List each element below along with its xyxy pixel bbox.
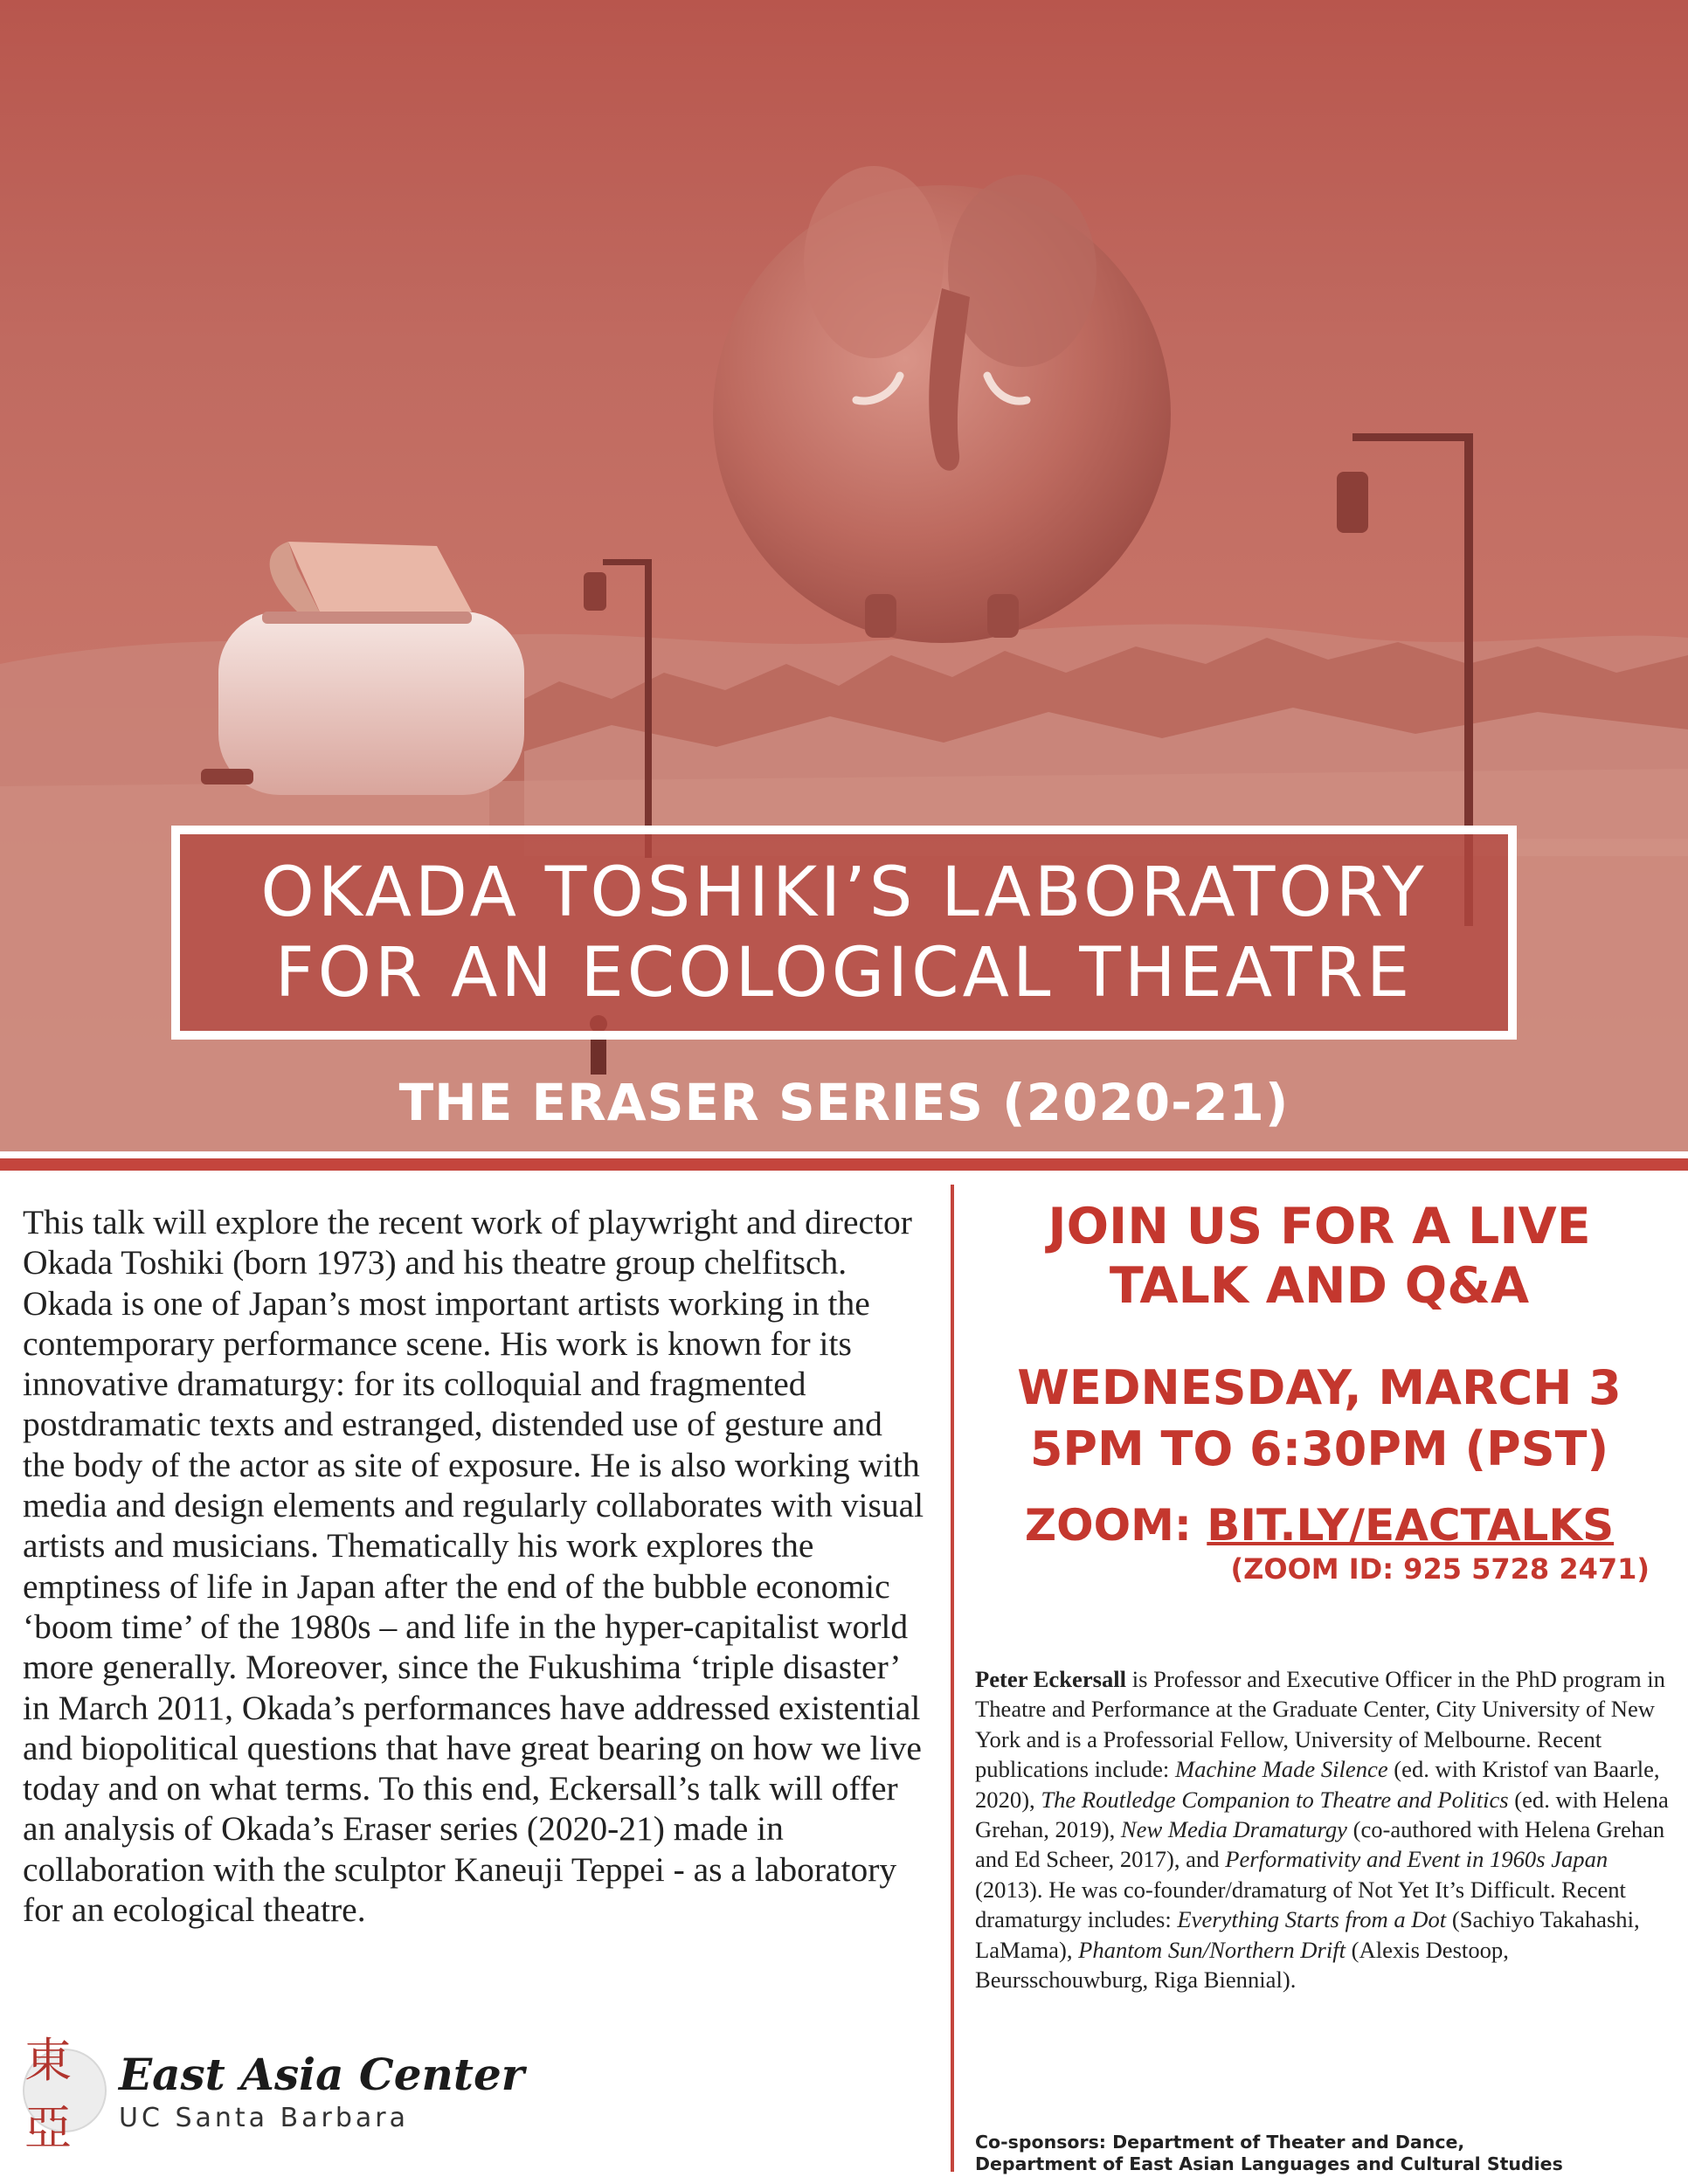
- zoom-line: [970, 1499, 1669, 1552]
- title-box: [171, 826, 1517, 1040]
- speaker-name: Peter Eckersall: [975, 1666, 1127, 1692]
- bio-text: (Sachiyo Takahashi, LaMama),: [975, 1906, 1640, 1963]
- event-date: WEDNESDAY, MARCH 3: [1017, 1360, 1622, 1415]
- bio-title: Machine Made Silence: [1174, 1756, 1388, 1783]
- logo-subtitle: UC Santa Barbara: [119, 2103, 410, 2133]
- zoom-label: ZOOM:: [1024, 1500, 1192, 1551]
- event-time: 5PM TO 6:30PM (PST): [1029, 1421, 1609, 1476]
- bio-text: (ed. with Kristof van Baarle, 2020),: [975, 1756, 1660, 1813]
- bio-title: Phantom Sun/Northern Drift: [1078, 1936, 1346, 1963]
- bio-text: (Alexis Destoop, Beursschouwburg, Riga Biennial).: [975, 1936, 1509, 1994]
- cosponsors-line-1: Co-sponsors: Department of Theater and Dance,: [975, 2132, 1465, 2153]
- zoom-id: (ZOOM ID: 925 5728 2471): [1230, 1552, 1650, 1586]
- toaster: [201, 542, 524, 795]
- bio-title: The Routledge Companion to Theatre and Politics: [1041, 1786, 1509, 1813]
- floating-elephant: [713, 166, 1171, 643]
- event-title-line-2: FOR AN ECOLOGICAL THEATRE: [274, 933, 1414, 1013]
- event-title-line-1: OKADA TOSHIKI’S LABORATORY: [260, 853, 1428, 932]
- bio-title: Performativity and Event in 1960s Japan: [1225, 1846, 1608, 1873]
- bio-text: is Professor and Executive Officer in the PhD program in Theatre and Performance at the Graduate Center, City University of New York and is a Professorial Fellow, University of Melbourne. Recent publications include:: [975, 1666, 1665, 1783]
- bio-text: (2013). He was co-founder/dramaturg of Not Yet It’s Difficult. Recent dramaturgy includes:: [975, 1876, 1626, 1933]
- bio-text: (ed. with Helena Grehan, 2019),: [975, 1786, 1669, 1843]
- cosponsors-line-2: Department of East Asian Languages and Cultural Studies: [975, 2153, 1563, 2174]
- series-subtitle: THE ERASER SERIES (2020-21): [398, 1073, 1290, 1132]
- column-divider: [951, 1185, 954, 2172]
- speaker-bio: [975, 1664, 1674, 1994]
- join-heading-line-1: JOIN US FOR A LIVE: [1048, 1198, 1591, 1255]
- zoom-link[interactable]: BIT.LY/EACTALKS: [1207, 1500, 1615, 1551]
- bio-title: New Media Dramaturgy: [1120, 1816, 1347, 1843]
- event-details: [970, 1197, 1669, 1586]
- east-asia-center-seal-icon: 東亞: [23, 2049, 107, 2132]
- east-asia-center-logo: [23, 2035, 525, 2154]
- logo-name: East Asia Center: [119, 2049, 525, 2100]
- cosponsors: [975, 2132, 1674, 2175]
- talk-abstract: This talk will explore the recent work of playwright and director Okada Toshiki (born 1973) and his theatre group chelfitsch. Okada is one of Japan’s most important artists working in the contemporary performance scene. His work is known for its innovative dramaturgy: for its colloquial and fragmented postdramatic texts and estranged, distended use of gesture and the body of the actor as site of exposure. He is also working with media and design elements and regularly collaborates with visual artists and musicians. Thematically his work explores the emptiness of life in Japan after the end of the bubble economic ‘boom time’ of the 1980s – and life in the hyper-capitalist world more generally. Moreover, since the Fukushima ‘triple disaster’ in March 2011, Okada’s performances have addressed existential and biopolitical questions that have great bearing on how we live today and on what terms. To this end, Eckersall’s talk will offer an analysis of Okada’s Eraser series (2020-21) made in collaboration with the sculptor Kaneuji Teppei - as a laboratory for an ecological theatre.: [23, 1203, 924, 1930]
- hero-divider: [0, 1158, 1688, 1171]
- bio-title: Everything Starts from a Dot: [1177, 1906, 1447, 1933]
- join-heading-line-2: TALK AND Q&A: [1109, 1257, 1530, 1315]
- bio-text: (co-authored with Helena Grehan and Ed Scheer, 2017), and: [975, 1816, 1665, 1873]
